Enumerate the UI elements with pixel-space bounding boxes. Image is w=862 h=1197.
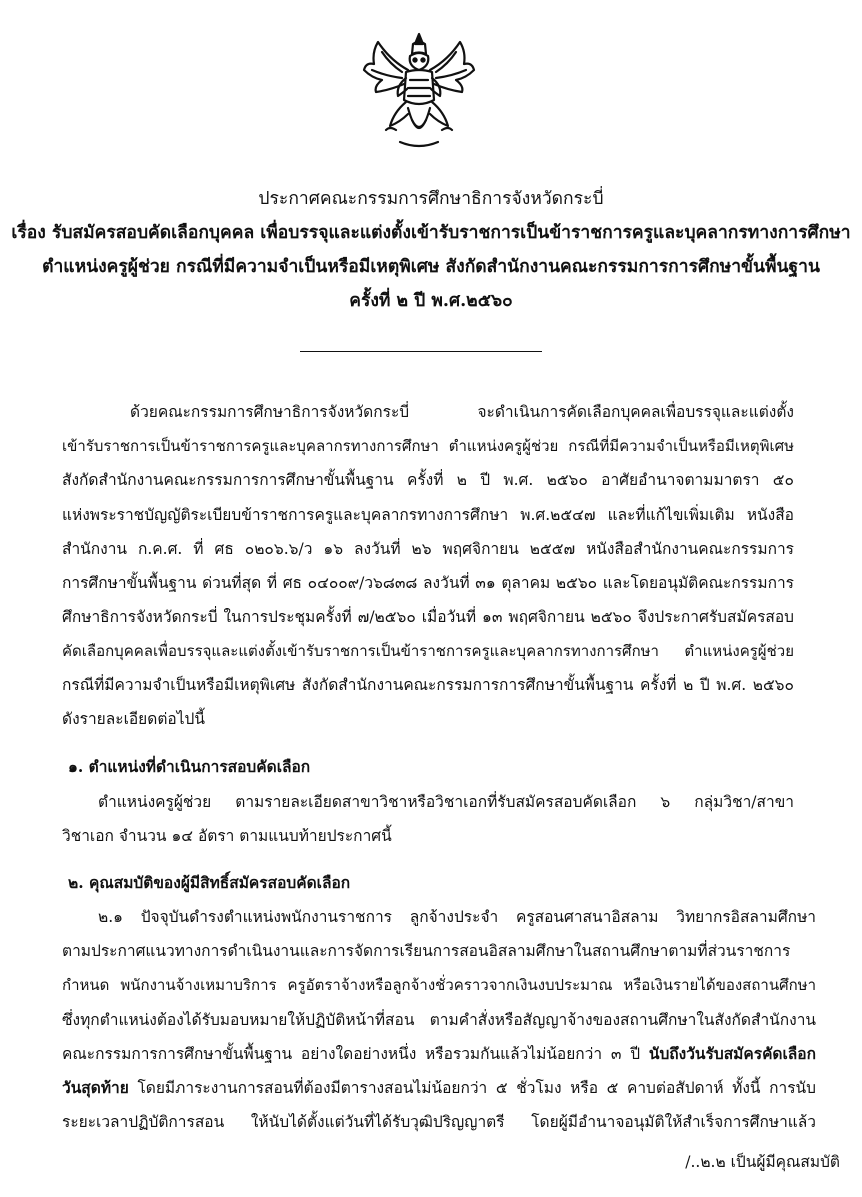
- garuda-emblem-icon: [360, 30, 478, 152]
- section-2-line: กำหนด พนักงานจ้างเหมาบริการ ครูอัตราจ้างหรือลูกจ้างชั่วคราวจากเงินงบประมาณ หรือเงินรายได้ของสถานศึกษา: [62, 976, 816, 994]
- subject-line-3: ครั้งที่ ๒ ปี พ.ศ.๒๕๖๐: [349, 291, 513, 311]
- intro-line: ศึกษาธิการจังหวัดกระบี่ ในการประชุมครั้งที่ ๗/๒๕๖๐ เมื่อวันที่ ๑๓ พฤศจิกายน ๒๕๖๐ จึงประกาศรับสมัครสอบ: [62, 608, 794, 626]
- subject-line-1: เรื่อง รับสมัครสอบคัดเลือกบุคคล เพื่อบรรจุและแต่งตั้งเข้ารับราชการเป็นข้าราชการครูและบุคลากรทางการศึกษา: [11, 223, 851, 243]
- intro-line: สังกัดสำนักงานคณะกรรมการการศึกษาขั้นพื้นฐาน ครั้งที่ ๒ ปี พ.ศ. ๒๕๖๐ อาศัยอำนาจตามมาตรา ๕๐: [62, 471, 794, 489]
- page-continuation-note: /..๒.๒ เป็นผู้มีคุณสมบัติ: [685, 1153, 840, 1171]
- intro-line: กรณีที่มีความจำเป็นหรือมีเหตุพิเศษ สังกัดสำนักงานคณะกรรมการการศึกษาขั้นพื้นฐาน ครั้งที่ ๒ ปี พ.ศ. ๒๕๖๐: [62, 676, 794, 694]
- intro-line: ด้วยคณะกรรมการศึกษาธิการจังหวัดกระบี่ จะดำเนินการคัดเลือกบุคคลเพื่อบรรจุและแต่งตั้ง: [130, 403, 794, 421]
- section-2-deadline-emphasis: นับถึงวันรับสมัครคัดเลือก: [648, 1044, 816, 1063]
- section-2-line-text: โดยมีภาระงานการสอนที่ต้องมีตารางสอนไม่น้อยกว่า ๕ ชั่วโมง หรือ ๕ คาบต่อสัปดาห์ ทั้งนี้ การนับ: [128, 1079, 816, 1097]
- section-2-line: [62, 1078, 816, 1098]
- section-2-line-text: คณะกรรมการการศึกษาขั้นพื้นฐาน อย่างใดอย่างหนึ่ง หรือรวมกันแล้วไม่น้อยกว่า ๓ ปี: [62, 1045, 649, 1063]
- subject-line-2: ตำแหน่งครูผู้ช่วย กรณีที่มีความจำเป็นหรือมีเหตุพิเศษ สังกัดสำนักงานคณะกรรมการการศึกษาขั้นพื้นฐาน: [42, 257, 820, 277]
- section-2-deadline-emphasis: วันสุดท้าย: [62, 1078, 129, 1097]
- section-2-line: ๒.๑ ปัจจุบันดำรงตำแหน่งพนักงานราชการ ลูกจ้างประจำ ครูสอนศาสนาอิสลาม วิทยากรอิสลามศึกษา: [98, 908, 816, 926]
- section-2-heading: ๒. คุณสมบัติของผู้มีสิทธิ์สมัครสอบคัดเลือก: [68, 873, 351, 892]
- intro-line: คัดเลือกบุคคลเพื่อบรรจุและแต่งตั้งเข้ารับราชการเป็นข้าราชการครูและบุคลากรทางการศึกษา ตำแหน่งครูผู้ช่วย: [62, 642, 794, 660]
- section-2-line: ตามประกาศแนวทางการดำเนินงานและการจัดการเรียนการสอนอิสลามศึกษาในสถานศึกษาตามที่ส่วนราชการ: [62, 942, 791, 960]
- announcement-issuer: ประกาศคณะกรรมการศึกษาธิการจังหวัดกระบี่: [258, 189, 604, 209]
- intro-line: เข้ารับราชการเป็นข้าราชการครูและบุคลากรทางการศึกษา ตำแหน่งครูผู้ช่วย กรณีที่มีความจำเป็นหรือมีเหตุพิเศษ: [62, 437, 794, 455]
- section-1-line: วิชาเอก จำนวน ๑๔ อัตรา ตามแนบท้ายประกาศนี้: [62, 827, 392, 845]
- section-2-line: [62, 1044, 816, 1064]
- intro-line: สำนักงาน ก.ค.ศ. ที่ ศธ ๐๒๐๖.๖/ว ๑๖ ลงวันที่ ๒๖ พฤศจิกายน ๒๕๕๗ หนังสือสำนักงานคณะกรรมการ: [62, 540, 794, 558]
- intro-line: การศึกษาขั้นพื้นฐาน ด่วนที่สุด ที่ ศธ ๐๔๐๐๙/ว๖๘๓๘ ลงวันที่ ๓๑ ตุลาคม ๒๕๖๐ และโดยอนุมัติคณะกรรมการ: [62, 574, 794, 592]
- intro-line: ดังรายละเอียดต่อไปนี้: [62, 710, 205, 728]
- section-1-line: ตำแหน่งครูผู้ช่วย ตามรายละเอียดสาขาวิชาหรือวิชาเอกที่รับสมัครสอบคัดเลือก ๖ กลุ่มวิชา/สาขา: [98, 793, 794, 811]
- header-divider: [300, 351, 542, 352]
- section-1-heading: ๑. ตำแหน่งที่ดำเนินการสอบคัดเลือก: [68, 757, 311, 776]
- section-2-line: ระยะเวลาปฏิบัติการสอน ให้นับได้ตั้งแต่วันที่ได้รับวุฒิปริญญาตรี โดยผู้มีอำนาจอนุมัติให้สำเร็จการศึกษาแล้ว: [62, 1113, 816, 1131]
- section-2-line: ซึ่งทุกตำแหน่งต้องได้รับมอบหมายให้ปฏิบัติหน้าที่สอน ตามคำสั่งหรือสัญญาจ้างของสถานศึกษาในสังกัดสำนักงาน: [62, 1011, 816, 1029]
- intro-line: แห่งพระราชบัญญัติระเบียบข้าราชการครูและบุคลากรทางการศึกษา พ.ศ.๒๕๔๗ และที่แก้ไขเพิ่มเติม หนังสือ: [62, 506, 794, 524]
